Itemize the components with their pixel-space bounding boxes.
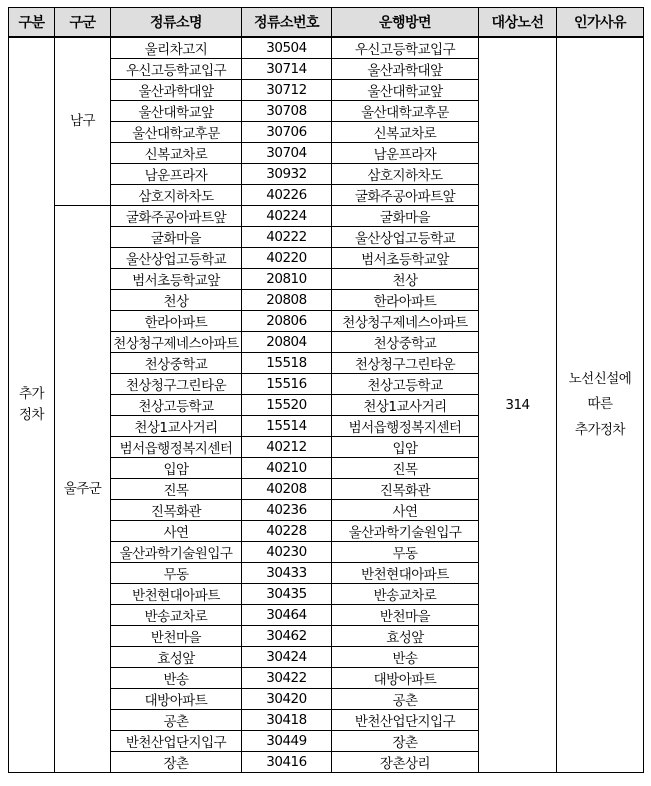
stop-name-cell: 반송	[111, 668, 242, 689]
stop-name-cell: 입암	[111, 458, 242, 479]
stop-number-cell: 15514	[242, 416, 332, 437]
stop-name-cell: 반송교차로	[111, 605, 242, 626]
direction-cell: 천상청구제네스아파트	[332, 311, 479, 332]
direction-cell: 진목화관	[332, 479, 479, 500]
stop-name-cell: 범서초등학교앞	[111, 269, 242, 290]
reason-line: 노선신설에	[568, 370, 632, 387]
stop-name-cell: 천상	[111, 290, 242, 311]
reason-line: 추가정차	[574, 421, 626, 438]
stop-name-cell: 진목화관	[111, 500, 242, 521]
direction-cell: 천상1교사거리	[332, 395, 479, 416]
stop-number-cell: 30416	[242, 752, 332, 773]
stop-name-cell: 우신고등학교입구	[111, 59, 242, 80]
stop-number-cell: 20806	[242, 311, 332, 332]
stop-name-cell: 대방아파트	[111, 689, 242, 710]
bus-stop-table	[8, 7, 644, 773]
stop-number-cell: 30708	[242, 101, 332, 122]
route-cell: 314	[479, 37, 557, 773]
header-district: 구군	[55, 8, 111, 38]
stop-number-cell: 40220	[242, 248, 332, 269]
direction-cell: 울산과학기술원입구	[332, 521, 479, 542]
direction-cell: 굴화마을	[332, 206, 479, 227]
direction-cell: 울산과학대앞	[332, 59, 479, 80]
stop-name-cell: 장촌	[111, 752, 242, 773]
stop-number-cell: 30424	[242, 647, 332, 668]
direction-cell: 신복교차로	[332, 122, 479, 143]
stop-name-cell: 울산상업고등학교	[111, 248, 242, 269]
stop-number-cell: 40224	[242, 206, 332, 227]
stop-number-cell: 30449	[242, 731, 332, 752]
stop-name-cell: 무동	[111, 563, 242, 584]
direction-cell: 반송교차로	[332, 584, 479, 605]
stop-name-cell: 효성앞	[111, 647, 242, 668]
stop-number-cell: 30714	[242, 59, 332, 80]
direction-cell: 대방아파트	[332, 668, 479, 689]
category-line: 정차	[18, 407, 45, 423]
stop-number-cell: 15516	[242, 374, 332, 395]
stop-number-cell: 40208	[242, 479, 332, 500]
stop-name-cell: 굴화마을	[111, 227, 242, 248]
district-cell: 남구	[55, 37, 111, 206]
direction-cell: 삼호지하차도	[332, 164, 479, 185]
stop-number-cell: 30433	[242, 563, 332, 584]
direction-cell: 장촌	[332, 731, 479, 752]
direction-cell: 입암	[332, 437, 479, 458]
stop-number-cell: 30464	[242, 605, 332, 626]
stop-number-cell: 30420	[242, 689, 332, 710]
direction-cell: 반천마을	[332, 605, 479, 626]
stop-number-cell: 30504	[242, 37, 332, 59]
district-cell: 울주군	[55, 206, 111, 773]
stop-number-cell: 30435	[242, 584, 332, 605]
table-body	[9, 37, 644, 773]
stop-number-cell: 30422	[242, 668, 332, 689]
direction-cell: 범서읍행정복지센터	[332, 416, 479, 437]
stop-number-cell: 40222	[242, 227, 332, 248]
stop-name-cell: 남운프라자	[111, 164, 242, 185]
table-row	[9, 37, 644, 59]
stop-name-cell: 울산과학대앞	[111, 80, 242, 101]
direction-cell: 반천산업단지입구	[332, 710, 479, 731]
stop-number-cell: 15520	[242, 395, 332, 416]
direction-cell: 범서초등학교앞	[332, 248, 479, 269]
direction-cell: 우신고등학교입구	[332, 37, 479, 59]
stop-name-cell: 천상청구제네스아파트	[111, 332, 242, 353]
stop-name-cell: 한라아파트	[111, 311, 242, 332]
direction-cell: 효성앞	[332, 626, 479, 647]
direction-cell: 천상청구그린타운	[332, 353, 479, 374]
stop-name-cell: 천상중학교	[111, 353, 242, 374]
stop-number-cell: 40236	[242, 500, 332, 521]
stop-number-cell: 40212	[242, 437, 332, 458]
direction-cell: 울산대학교후문	[332, 101, 479, 122]
stop-number-cell: 20804	[242, 332, 332, 353]
stop-number-cell: 40228	[242, 521, 332, 542]
direction-cell: 무동	[332, 542, 479, 563]
stop-name-cell: 범서읍행정복지센터	[111, 437, 242, 458]
stop-number-cell: 30462	[242, 626, 332, 647]
reason-cell	[557, 37, 644, 773]
stop-name-cell: 반천현대아파트	[111, 584, 242, 605]
stop-name-cell: 반천마을	[111, 626, 242, 647]
stop-name-cell: 삼호지하차도	[111, 185, 242, 206]
direction-cell: 남운프라자	[332, 143, 479, 164]
stop-number-cell: 30706	[242, 122, 332, 143]
stop-name-cell: 울산과학기술원입구	[111, 542, 242, 563]
stop-number-cell: 30712	[242, 80, 332, 101]
direction-cell: 반천현대아파트	[332, 563, 479, 584]
stop-number-cell: 30932	[242, 164, 332, 185]
stop-name-cell: 사연	[111, 521, 242, 542]
stop-name-cell: 굴화주공아파트앞	[111, 206, 242, 227]
stop-number-cell: 15518	[242, 353, 332, 374]
header-direction: 운행방면	[332, 8, 479, 38]
stop-number-cell: 30704	[242, 143, 332, 164]
header-route: 대상노선	[479, 8, 557, 38]
direction-cell: 공촌	[332, 689, 479, 710]
stop-name-cell: 울산대학교후문	[111, 122, 242, 143]
direction-cell: 사연	[332, 500, 479, 521]
direction-cell: 한라아파트	[332, 290, 479, 311]
category-line: 추가	[18, 386, 45, 403]
stop-name-cell: 공촌	[111, 710, 242, 731]
stop-number-cell: 30418	[242, 710, 332, 731]
header-stop-number: 정류소번호	[242, 8, 332, 38]
stop-number-cell: 40226	[242, 185, 332, 206]
stop-name-cell: 천상고등학교	[111, 395, 242, 416]
direction-cell: 울산상업고등학교	[332, 227, 479, 248]
category-cell	[9, 37, 55, 773]
direction-cell: 장촌상리	[332, 752, 479, 773]
header-stop-name: 정류소명	[111, 8, 242, 38]
stop-name-cell: 울산대학교앞	[111, 101, 242, 122]
direction-cell: 천상고등학교	[332, 374, 479, 395]
stop-number-cell: 20808	[242, 290, 332, 311]
direction-cell: 굴화주공아파트앞	[332, 185, 479, 206]
stop-number-cell: 20810	[242, 269, 332, 290]
stop-number-cell: 40210	[242, 458, 332, 479]
direction-cell: 진목	[332, 458, 479, 479]
direction-cell: 반송	[332, 647, 479, 668]
header-row	[9, 8, 644, 38]
direction-cell: 천상중학교	[332, 332, 479, 353]
stop-name-cell: 울리차고지	[111, 37, 242, 59]
direction-cell: 울산대학교앞	[332, 80, 479, 101]
stop-name-cell: 진목	[111, 479, 242, 500]
header-category: 구분	[9, 8, 55, 38]
stop-number-cell: 40230	[242, 542, 332, 563]
stop-name-cell: 천상청구그린타운	[111, 374, 242, 395]
header-reason: 인가사유	[557, 8, 644, 38]
stop-name-cell: 신복교차로	[111, 143, 242, 164]
stop-name-cell: 천상1교사거리	[111, 416, 242, 437]
direction-cell: 천상	[332, 269, 479, 290]
stop-name-cell: 반천산업단지입구	[111, 731, 242, 752]
reason-line: 따른	[587, 396, 613, 413]
